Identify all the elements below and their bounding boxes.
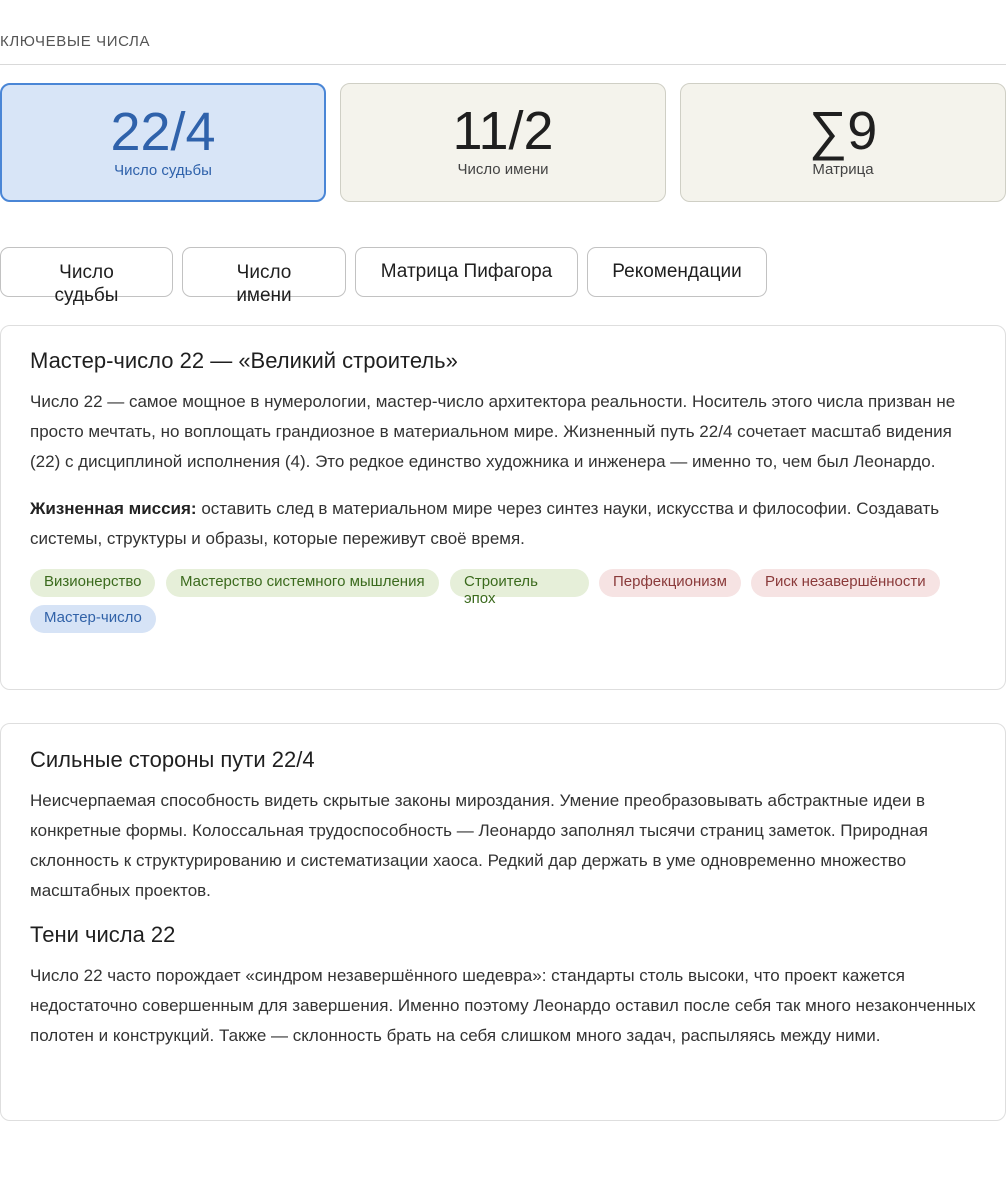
tab-pythagoras-matrix[interactable]: Матрица Пифагора [355,247,578,297]
tab-name-number[interactable] [182,247,346,306]
matrix-value: ∑9 [808,101,878,161]
trait-tag: Мастер-число [30,605,156,633]
life-mission [30,494,976,554]
life-mission-text: оставить след в материальном мире через синтез науки, искусства и философии. Создавать системы, структуры и образы, которые переживут своё время. [30,499,940,548]
tab-recommendations[interactable]: Рекомендации [587,247,767,297]
trait-tag: Мастерство системного мышления [166,569,439,597]
destiny-description-card [0,325,1006,690]
trait-tag [450,569,589,607]
destiny-title: Мастер-число 22 — «Великий строитель» [30,348,458,373]
trait-tag-line2: эпох [464,590,496,607]
strengths-title: Сильные стороны пути 22/4 [30,747,315,772]
trait-tag-line1: Строитель [464,573,538,590]
matrix-card[interactable] [680,83,1006,202]
trait-tags [30,569,976,639]
tab-label-line2: судьбы [54,285,119,306]
section-divider [0,64,1006,65]
trait-tag: Визионерство [30,569,155,597]
name-number-caption: Число имени [457,161,549,178]
strengths-text: Неисчерпаемая способность видеть скрытые законы мироздания. Умение преобразовывать абстрактные идеи в конкретные формы. Колоссальная трудоспособность — Леонардо заполнял тысячи страниц заметок. Природная склонность к структурированию и систематизации хаоса. Редкий дар держать в уме одновременно множество масштабных проектов. [30,791,928,900]
shadows-text: Число 22 часто порождает «синдром незавершённого шедевра»: стандарты столь высоки, что проект кажется недостаточно совершенным для завершения. Именно поэтому Леонардо оставил после себя так много незаконченных полотен и конструкций. Также — склонность брать на себя слишком много задач, распыляясь между ними. [30,966,976,1045]
name-number-value: 11/2 [452,101,554,161]
tab-label-line1: Число [236,262,292,283]
name-number-card[interactable] [340,83,666,202]
tab-destiny-number[interactable] [0,247,173,306]
matrix-caption: Матрица [812,161,874,178]
section-label: КЛЮЧЕВЫЕ ЧИСЛА [0,33,151,50]
life-mission-label: Жизненная миссия: [30,499,197,518]
details-card [0,723,1006,1121]
tab-label-line2: имени [236,285,292,306]
destiny-number-card[interactable] [0,83,326,202]
shadows-title: Тени числа 22 [30,922,176,947]
tab-label-line1: Число [59,262,114,283]
destiny-number-value: 22/4 [110,102,216,162]
destiny-text: Число 22 — самое мощное в нумерологии, мастер-число архитектора реальности. Носитель этого числа призван не просто мечтать, но воплощать грандиозное в материальном мире. Жизненный путь 22/4 сочетает масштаб видения (22) с дисциплиной исполнения (4). Это редкое единство художника и инженера — именно то, чем был Леонардо. [30,392,956,471]
destiny-number-caption: Число судьбы [114,162,212,179]
trait-tag: Перфекционизм [599,569,741,597]
trait-tag: Риск незавершённости [751,569,940,597]
